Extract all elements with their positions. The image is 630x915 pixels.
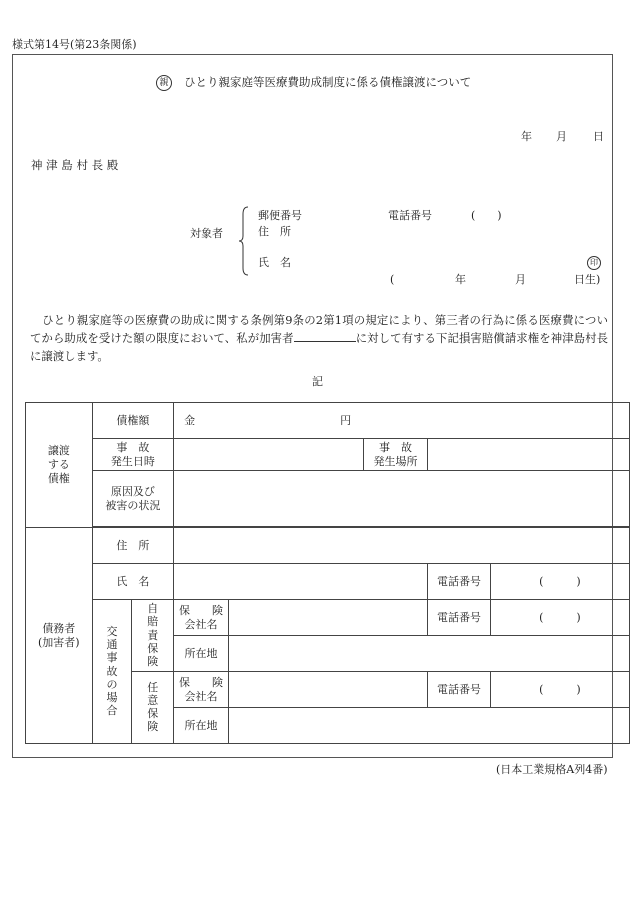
debtor-address-label: 住 所 [92, 528, 173, 564]
transfer-header-cell [26, 403, 93, 528]
date-month: 月 [556, 130, 567, 143]
date-day: 日 [593, 130, 604, 143]
compulsory-cell [132, 600, 174, 672]
applicant-brace [238, 206, 250, 276]
debtor-phone-field[interactable]: ( ) [490, 564, 629, 600]
claim-table [25, 402, 630, 744]
compulsory-phone-label: 電話番号 [428, 600, 491, 636]
applicant-name-label: 氏 名 [258, 256, 291, 269]
form-number: 様式第14号(第23条関係) [12, 38, 137, 51]
applicant-phone-label: 電話番号 [388, 209, 432, 222]
applicant-phone-parens: ( ) [471, 209, 502, 222]
seal-mark [587, 256, 601, 270]
birth-month: 月 [515, 273, 526, 286]
debtor-address-field[interactable] [174, 528, 630, 564]
accident-datetime-label: 事 故 発生日時 [92, 439, 173, 471]
voluntary-insurer-label: 保 険 会社名 [174, 672, 229, 708]
transfer-statement [30, 311, 608, 365]
form-title [156, 75, 471, 91]
claim-amount-prefix: 金 [184, 413, 196, 427]
ki-heading: 記 [312, 375, 323, 388]
birth-open: ( [390, 273, 395, 286]
debtor-header-cell: 債務者 (加害者) [26, 528, 93, 744]
form-title-text: ひとり親家庭等医療費助成制度に係る債権譲渡について [184, 75, 472, 90]
debtor-phone-label: 電話番号 [428, 564, 491, 600]
applicant-label: 対象者 [190, 227, 223, 240]
paper-size-note: (日本工業規格A列4番) [496, 763, 608, 776]
statement-after: に対して有する下記損害賠償請求権を神津島村長に譲渡します。 [30, 331, 608, 363]
birth-year: 年 [455, 273, 466, 286]
compulsory-insurer-field[interactable] [228, 600, 427, 636]
birth-day: 日生) [574, 273, 601, 286]
compulsory-phone-field[interactable]: ( ) [490, 600, 629, 636]
oya-circle-mark: 親 [156, 75, 172, 91]
traffic-header: 交通事故の場合 [106, 625, 118, 718]
voluntary-phone-field[interactable]: ( ) [490, 672, 629, 708]
voluntary-label: 任意保険 [147, 680, 159, 734]
voluntary-location-label: 所在地 [174, 708, 229, 744]
cause-field[interactable] [174, 471, 630, 527]
compulsory-location-label: 所在地 [174, 636, 229, 672]
seal-char: 印 [587, 256, 601, 270]
date-year: 年 [521, 130, 532, 143]
accident-datetime-field[interactable] [174, 439, 364, 471]
cause-label: 原因及び 被害の状況 [92, 471, 173, 527]
applicant-address-label: 住 所 [258, 225, 291, 238]
voluntary-cell [132, 672, 174, 744]
voluntary-phone-label: 電話番号 [428, 672, 491, 708]
addressee: 神 津 島 村 長 殿 [31, 158, 119, 172]
assailant-blank[interactable] [294, 331, 356, 342]
accident-place-label: 事 故 発生場所 [363, 439, 428, 471]
voluntary-insurer-field[interactable] [228, 672, 427, 708]
debtor-name-field[interactable] [174, 564, 428, 600]
compulsory-location-field[interactable] [228, 636, 629, 672]
traffic-header-cell [92, 600, 132, 744]
debtor-name-label: 氏 名 [92, 564, 173, 600]
voluntary-location-field[interactable] [228, 708, 629, 744]
statement-before: ひとり親家庭等の医療費の助成に関する条例第9条の2第1項の規定により、第三者の行為に係る医療費についてから助成を受けた額の限度において、私が加害者 [30, 313, 608, 345]
claim-amount-label: 債権額 [92, 403, 173, 439]
compulsory-insurer-label: 保 険 会社名 [174, 600, 229, 636]
applicant-postal-label: 郵便番号 [258, 209, 302, 222]
compulsory-label: 自賠責保険 [147, 602, 159, 668]
transfer-header: 譲渡する債権 [47, 444, 70, 485]
accident-place-field[interactable] [428, 439, 630, 471]
claim-amount-unit: 円 [340, 413, 352, 427]
claim-amount-field[interactable] [174, 403, 630, 439]
